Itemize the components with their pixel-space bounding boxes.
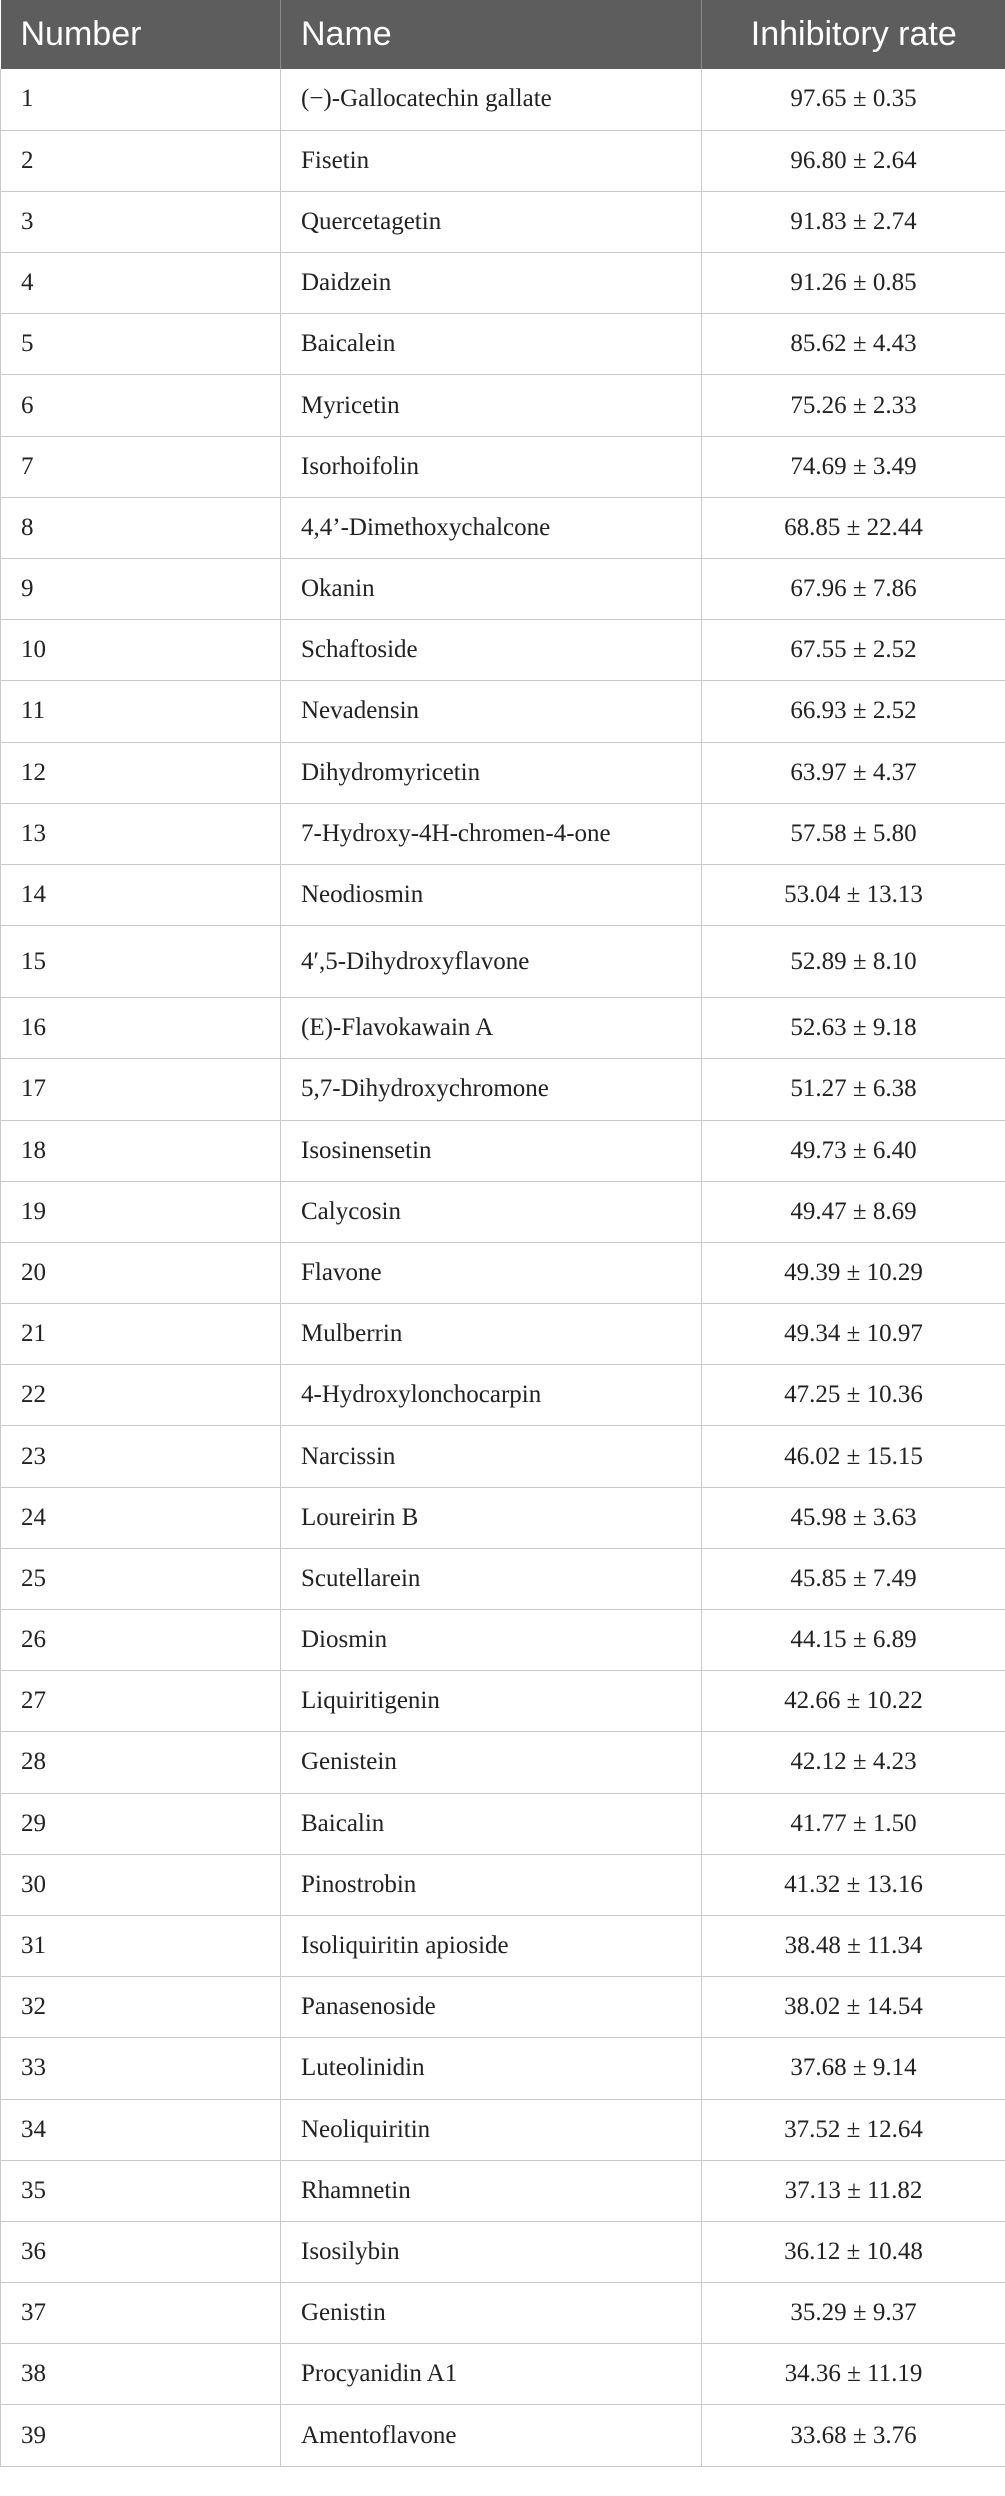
cell-number: 31 bbox=[1, 1915, 281, 1976]
cell-number: 34 bbox=[1, 2099, 281, 2160]
table-row bbox=[1, 1487, 1005, 1548]
cell-inhibitory-rate: 57.58 ± 5.80 bbox=[702, 803, 1005, 864]
cell-name: Myricetin bbox=[281, 375, 702, 436]
cell-number: 21 bbox=[1, 1304, 281, 1365]
table-row bbox=[1, 2038, 1005, 2099]
header-number: Number bbox=[1, 0, 281, 69]
cell-name: Isosilybin bbox=[281, 2221, 702, 2282]
cell-number: 19 bbox=[1, 1181, 281, 1242]
table-row bbox=[1, 375, 1005, 436]
cell-number: 16 bbox=[1, 998, 281, 1059]
table-body bbox=[1, 69, 1005, 2466]
cell-name: Isorhoifolin bbox=[281, 436, 702, 497]
cell-number: 12 bbox=[1, 742, 281, 803]
cell-name: Scutellarein bbox=[281, 1548, 702, 1609]
cell-number: 28 bbox=[1, 1732, 281, 1793]
table-row bbox=[1, 2160, 1005, 2221]
cell-inhibitory-rate: 45.98 ± 3.63 bbox=[702, 1487, 1005, 1548]
cell-number: 27 bbox=[1, 1671, 281, 1732]
cell-inhibitory-rate: 41.77 ± 1.50 bbox=[702, 1793, 1005, 1854]
cell-number: 32 bbox=[1, 1977, 281, 2038]
table-row bbox=[1, 1915, 1005, 1976]
cell-number: 8 bbox=[1, 497, 281, 558]
cell-inhibitory-rate: 45.85 ± 7.49 bbox=[702, 1548, 1005, 1609]
cell-inhibitory-rate: 38.02 ± 14.54 bbox=[702, 1977, 1005, 2038]
cell-name: Quercetagetin bbox=[281, 191, 702, 252]
cell-number: 6 bbox=[1, 375, 281, 436]
cell-inhibitory-rate: 38.48 ± 11.34 bbox=[702, 1915, 1005, 1976]
cell-number: 2 bbox=[1, 130, 281, 191]
cell-name: Okanin bbox=[281, 559, 702, 620]
cell-inhibitory-rate: 66.93 ± 2.52 bbox=[702, 681, 1005, 742]
table-row bbox=[1, 2099, 1005, 2160]
header-inhibitory-rate: Inhibitory rate bbox=[702, 0, 1005, 69]
cell-name: Narcissin bbox=[281, 1426, 702, 1487]
cell-name: Liquiritigenin bbox=[281, 1671, 702, 1732]
cell-number: 25 bbox=[1, 1548, 281, 1609]
cell-name: (E)-Flavokawain A bbox=[281, 998, 702, 1059]
cell-name: Fisetin bbox=[281, 130, 702, 191]
cell-inhibitory-rate: 49.34 ± 10.97 bbox=[702, 1304, 1005, 1365]
cell-name: 4′,5-Dihydroxyflavone bbox=[281, 926, 702, 998]
cell-name: Baicalin bbox=[281, 1793, 702, 1854]
table-row bbox=[1, 253, 1005, 314]
cell-inhibitory-rate: 51.27 ± 6.38 bbox=[702, 1059, 1005, 1120]
cell-number: 7 bbox=[1, 436, 281, 497]
table-row bbox=[1, 1610, 1005, 1671]
cell-number: 18 bbox=[1, 1120, 281, 1181]
cell-inhibitory-rate: 85.62 ± 4.43 bbox=[702, 314, 1005, 375]
table-row bbox=[1, 130, 1005, 191]
table-header bbox=[1, 0, 1005, 69]
table-row bbox=[1, 2283, 1005, 2344]
cell-name: Neodiosmin bbox=[281, 864, 702, 925]
cell-name: Isosinensetin bbox=[281, 1120, 702, 1181]
cell-name: Pinostrobin bbox=[281, 1854, 702, 1915]
cell-number: 39 bbox=[1, 2405, 281, 2466]
table-row bbox=[1, 864, 1005, 925]
table-row bbox=[1, 2221, 1005, 2282]
cell-inhibitory-rate: 96.80 ± 2.64 bbox=[702, 130, 1005, 191]
cell-number: 11 bbox=[1, 681, 281, 742]
table-row bbox=[1, 742, 1005, 803]
cell-name: Procyanidin A1 bbox=[281, 2344, 702, 2405]
cell-name: Panasenoside bbox=[281, 1977, 702, 2038]
cell-inhibitory-rate: 37.52 ± 12.64 bbox=[702, 2099, 1005, 2160]
table-row bbox=[1, 1365, 1005, 1426]
cell-inhibitory-rate: 75.26 ± 2.33 bbox=[702, 375, 1005, 436]
cell-number: 26 bbox=[1, 1610, 281, 1671]
cell-name: Dihydromyricetin bbox=[281, 742, 702, 803]
cell-number: 14 bbox=[1, 864, 281, 925]
cell-name: 7-Hydroxy-4H-chromen-4-one bbox=[281, 803, 702, 864]
cell-number: 36 bbox=[1, 2221, 281, 2282]
cell-name: Genistein bbox=[281, 1732, 702, 1793]
cell-number: 10 bbox=[1, 620, 281, 681]
cell-number: 20 bbox=[1, 1242, 281, 1303]
cell-number: 17 bbox=[1, 1059, 281, 1120]
cell-inhibitory-rate: 52.63 ± 9.18 bbox=[702, 998, 1005, 1059]
table-row bbox=[1, 803, 1005, 864]
cell-name: Flavone bbox=[281, 1242, 702, 1303]
cell-number: 13 bbox=[1, 803, 281, 864]
cell-inhibitory-rate: 46.02 ± 15.15 bbox=[702, 1426, 1005, 1487]
cell-name: Rhamnetin bbox=[281, 2160, 702, 2221]
table-row bbox=[1, 497, 1005, 558]
header-name: Name bbox=[281, 0, 702, 69]
cell-name: 5,7-Dihydroxychromone bbox=[281, 1059, 702, 1120]
cell-name: Daidzein bbox=[281, 253, 702, 314]
table-row bbox=[1, 314, 1005, 375]
cell-inhibitory-rate: 34.36 ± 11.19 bbox=[702, 2344, 1005, 2405]
cell-inhibitory-rate: 91.83 ± 2.74 bbox=[702, 191, 1005, 252]
table-row bbox=[1, 1059, 1005, 1120]
cell-name: Loureirin B bbox=[281, 1487, 702, 1548]
cell-inhibitory-rate: 47.25 ± 10.36 bbox=[702, 1365, 1005, 1426]
cell-number: 3 bbox=[1, 191, 281, 252]
cell-name: (−)-Gallocatechin gallate bbox=[281, 69, 702, 130]
cell-number: 33 bbox=[1, 2038, 281, 2099]
cell-number: 15 bbox=[1, 926, 281, 998]
cell-inhibitory-rate: 97.65 ± 0.35 bbox=[702, 69, 1005, 130]
cell-inhibitory-rate: 67.55 ± 2.52 bbox=[702, 620, 1005, 681]
cell-name: Neoliquiritin bbox=[281, 2099, 702, 2160]
cell-number: 4 bbox=[1, 253, 281, 314]
cell-inhibitory-rate: 67.96 ± 7.86 bbox=[702, 559, 1005, 620]
cell-number: 24 bbox=[1, 1487, 281, 1548]
cell-inhibitory-rate: 49.47 ± 8.69 bbox=[702, 1181, 1005, 1242]
cell-inhibitory-rate: 63.97 ± 4.37 bbox=[702, 742, 1005, 803]
table-row bbox=[1, 559, 1005, 620]
table-row bbox=[1, 1242, 1005, 1303]
cell-inhibitory-rate: 42.12 ± 4.23 bbox=[702, 1732, 1005, 1793]
cell-name: Amentoflavone bbox=[281, 2405, 702, 2466]
header-row bbox=[1, 0, 1005, 69]
table-row bbox=[1, 1854, 1005, 1915]
cell-inhibitory-rate: 49.39 ± 10.29 bbox=[702, 1242, 1005, 1303]
cell-inhibitory-rate: 35.29 ± 9.37 bbox=[702, 2283, 1005, 2344]
cell-name: Isoliquiritin apioside bbox=[281, 1915, 702, 1976]
table-row bbox=[1, 998, 1005, 1059]
cell-inhibitory-rate: 41.32 ± 13.16 bbox=[702, 1854, 1005, 1915]
cell-inhibitory-rate: 91.26 ± 0.85 bbox=[702, 253, 1005, 314]
table-row bbox=[1, 69, 1005, 130]
cell-name: Luteolinidin bbox=[281, 2038, 702, 2099]
cell-number: 30 bbox=[1, 1854, 281, 1915]
cell-number: 23 bbox=[1, 1426, 281, 1487]
cell-inhibitory-rate: 68.85 ± 22.44 bbox=[702, 497, 1005, 558]
cell-name: Calycosin bbox=[281, 1181, 702, 1242]
table-row bbox=[1, 2405, 1005, 2466]
cell-inhibitory-rate: 42.66 ± 10.22 bbox=[702, 1671, 1005, 1732]
cell-number: 37 bbox=[1, 2283, 281, 2344]
cell-name: Genistin bbox=[281, 2283, 702, 2344]
cell-number: 1 bbox=[1, 69, 281, 130]
cell-inhibitory-rate: 36.12 ± 10.48 bbox=[702, 2221, 1005, 2282]
cell-inhibitory-rate: 37.13 ± 11.82 bbox=[702, 2160, 1005, 2221]
cell-inhibitory-rate: 37.68 ± 9.14 bbox=[702, 2038, 1005, 2099]
table-row bbox=[1, 1671, 1005, 1732]
table-row bbox=[1, 1304, 1005, 1365]
cell-name: Nevadensin bbox=[281, 681, 702, 742]
table-row bbox=[1, 1120, 1005, 1181]
cell-name: Diosmin bbox=[281, 1610, 702, 1671]
cell-name: 4-Hydroxylonchocarpin bbox=[281, 1365, 702, 1426]
cell-number: 29 bbox=[1, 1793, 281, 1854]
table-row bbox=[1, 681, 1005, 742]
cell-number: 38 bbox=[1, 2344, 281, 2405]
table-row bbox=[1, 1793, 1005, 1854]
table-row bbox=[1, 620, 1005, 681]
cell-number: 22 bbox=[1, 1365, 281, 1426]
table-row bbox=[1, 1548, 1005, 1609]
cell-number: 35 bbox=[1, 2160, 281, 2221]
table-row bbox=[1, 191, 1005, 252]
cell-number: 9 bbox=[1, 559, 281, 620]
table-row bbox=[1, 1977, 1005, 2038]
table-row bbox=[1, 1181, 1005, 1242]
cell-inhibitory-rate: 44.15 ± 6.89 bbox=[702, 1610, 1005, 1671]
table-row bbox=[1, 2344, 1005, 2405]
cell-name: Baicalein bbox=[281, 314, 702, 375]
table-row bbox=[1, 436, 1005, 497]
cell-number: 5 bbox=[1, 314, 281, 375]
table-row bbox=[1, 926, 1005, 998]
cell-name: Mulberrin bbox=[281, 1304, 702, 1365]
cell-name: 4,4’-Dimethoxychalcone bbox=[281, 497, 702, 558]
cell-inhibitory-rate: 53.04 ± 13.13 bbox=[702, 864, 1005, 925]
table-row bbox=[1, 1732, 1005, 1793]
cell-name: Schaftoside bbox=[281, 620, 702, 681]
cell-inhibitory-rate: 49.73 ± 6.40 bbox=[702, 1120, 1005, 1181]
table-row bbox=[1, 1426, 1005, 1487]
cell-inhibitory-rate: 33.68 ± 3.76 bbox=[702, 2405, 1005, 2466]
cell-inhibitory-rate: 74.69 ± 3.49 bbox=[702, 436, 1005, 497]
cell-inhibitory-rate: 52.89 ± 8.10 bbox=[702, 926, 1005, 998]
